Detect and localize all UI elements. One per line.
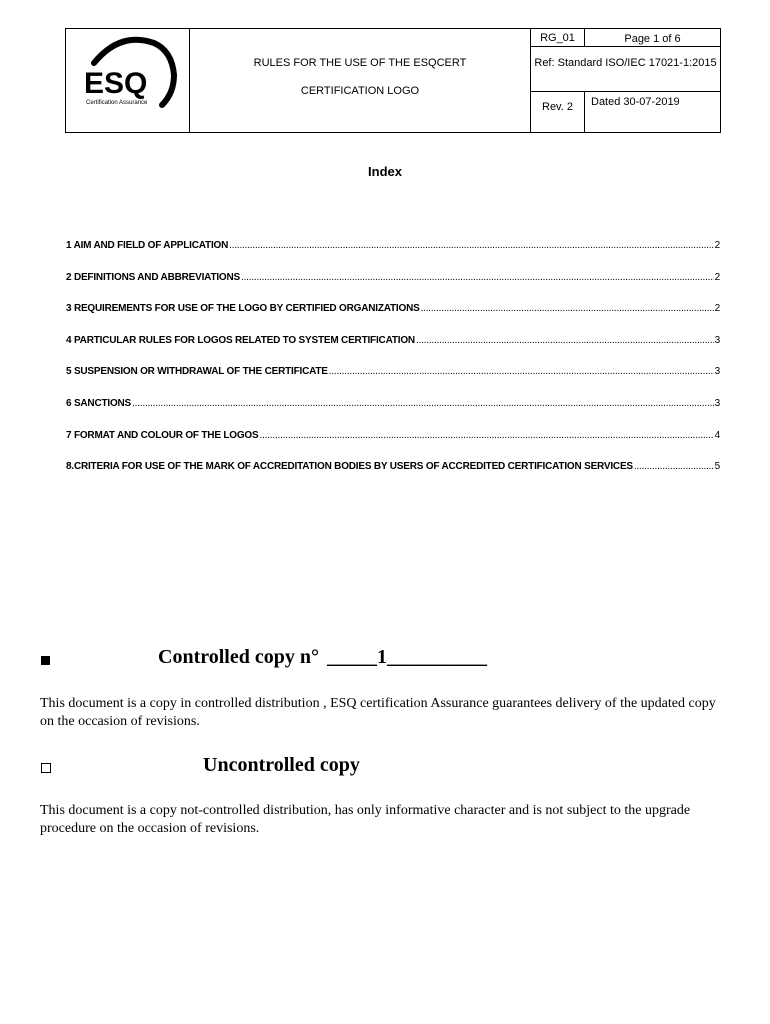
toc-entry-label: 4 PARTICULAR RULES FOR LOGOS RELATED TO SYSTEM CERTIFICATION [66, 334, 415, 346]
toc-entry[interactable] [66, 461, 720, 493]
toc-entry[interactable] [66, 240, 720, 272]
uncontrolled-copy-title: Uncontrolled copy [203, 754, 360, 776]
toc-entry-page: 2 [714, 303, 720, 315]
toc-entry[interactable] [66, 430, 720, 462]
logo-text: ESQ [84, 67, 148, 100]
toc-leader-dots [416, 335, 714, 346]
toc-entry-page: 3 [714, 334, 720, 346]
toc-entry-page: 2 [714, 240, 720, 251]
esq-logo [76, 33, 180, 129]
table-of-contents [66, 240, 720, 493]
document-title-line1: RULES FOR THE USE OF THE ESQCERT [253, 57, 467, 69]
toc-entry[interactable] [66, 303, 720, 335]
toc-entry-label: 6 SANCTIONS [66, 397, 132, 409]
document-title-line2: CERTIFICATION LOGO [300, 85, 420, 97]
logo-cell [66, 29, 190, 132]
toc-leader-dots [229, 240, 713, 251]
toc-leader-dots [421, 303, 714, 314]
title-cell [190, 29, 531, 132]
index-title: Index [368, 164, 402, 179]
toc-entry-page: 4 [714, 429, 720, 441]
toc-entry-label: 2 DEFINITIONS AND ABBREVIATIONS [66, 271, 240, 283]
toc-leader-dots [634, 461, 714, 472]
toc-entry-label: 7 FORMAT AND COLOUR OF THE LOGOS [66, 429, 259, 441]
toc-entry-page: 3 [714, 397, 720, 409]
toc-entry-page: 2 [714, 271, 720, 283]
toc-leader-dots [132, 398, 714, 409]
document-code: RG_01 [531, 29, 585, 47]
controlled-copy-title: Controlled copy n° [158, 646, 319, 668]
toc-entry[interactable] [66, 272, 720, 304]
standard-reference: Ref: Standard ISO/IEC 17021-1:2015 [531, 47, 720, 92]
toc-entry-label: 5 SUSPENSION OR WITHDRAWAL OF THE CERTIFICATE [66, 366, 328, 378]
controlled-copy-heading [158, 646, 487, 669]
toc-entry-page: 5 [714, 461, 720, 473]
revision-date: Dated 30-07-2019 [591, 96, 680, 108]
uncontrolled-copy-description: This document is a copy not-controlled distribution, has only informative character and is not subject to the upgrade procedure on the occasion of revisions. [40, 803, 691, 836]
toc-entry-label: 3 REQUIREMENTS FOR USE OF THE LOGO BY CERTIFIED ORGANIZATIONS [66, 303, 420, 315]
controlled-copy-checkbox[interactable] [41, 656, 50, 665]
controlled-copy-description: This document is a copy in controlled distribution , ESQ certification Assurance guarantees delivery of the updated copy on the occasion of revisions. [40, 696, 716, 729]
toc-entry-page: 3 [714, 366, 720, 378]
toc-entry-label: 8.CRITERIA FOR USE OF THE MARK OF ACCREDITATION BODIES BY USERS OF ACCREDITED CERTIFICATION SERVICES [66, 461, 633, 473]
toc-entry[interactable] [66, 366, 720, 398]
toc-entry-label: 1 AIM AND FIELD OF APPLICATION [66, 240, 229, 251]
uncontrolled-copy-checkbox[interactable] [41, 763, 51, 773]
revision-number: Rev. 2 [531, 92, 585, 132]
document-header-table [65, 28, 721, 133]
toc-entry[interactable] [66, 398, 720, 430]
logo-tagline: Certification Assurance [86, 100, 148, 106]
toc-entry[interactable] [66, 335, 720, 367]
page-number: Page 1 of 6 [585, 29, 720, 47]
toc-leader-dots [329, 366, 714, 377]
toc-leader-dots [241, 272, 714, 283]
copy-number-field[interactable]: _____1__________ [326, 646, 487, 668]
toc-leader-dots [259, 430, 713, 441]
